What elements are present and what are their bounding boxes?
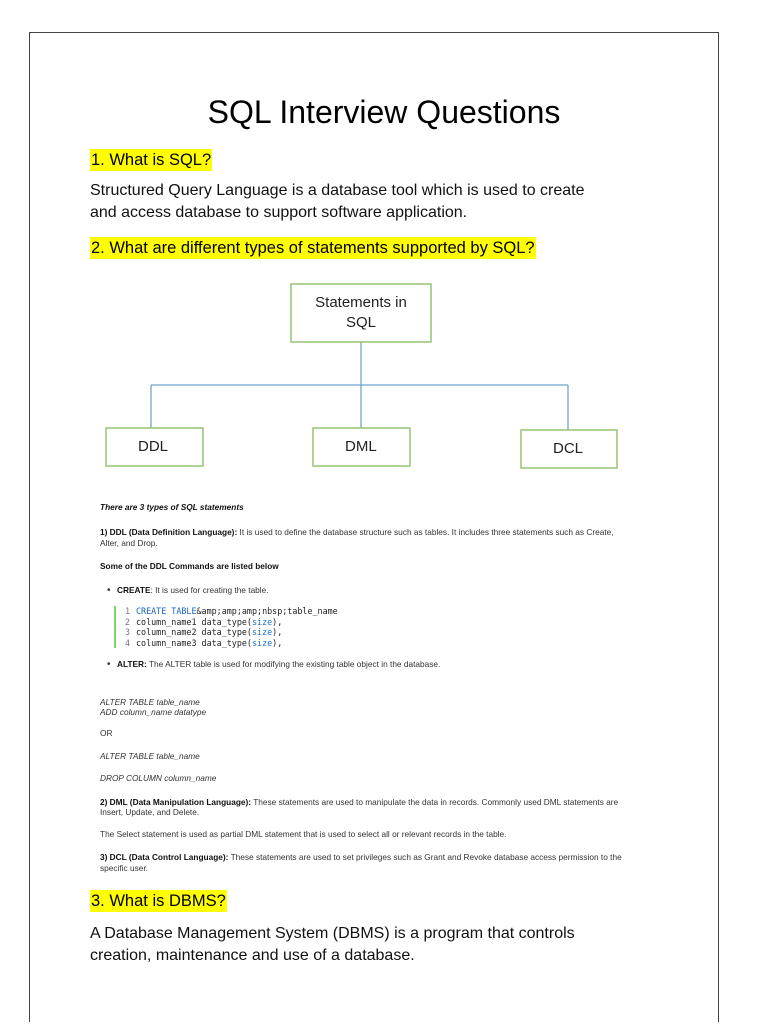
ddl-commands-heading: Some of the DDL Commands are listed below [100, 561, 279, 571]
answer-3-line-1: A Database Management System (DBMS) is a program that controls [90, 925, 575, 942]
create-bullet [117, 585, 677, 596]
answer-3-line-2: creation, maintenance and use of a database. [90, 947, 415, 964]
answer-1-line-2: and access database to support software application. [90, 204, 468, 221]
create-label: CREATE [117, 585, 151, 595]
dml-text-1: These statements are used to manipulate the data in records. Commonly used DML statements are [251, 797, 619, 807]
dcl-label: 3) DCL (Data Control Language): [100, 852, 229, 862]
code-line: 4 column_name3 data_type(size), [124, 637, 283, 648]
question-3-heading: 3. What is DBMS? [91, 892, 226, 910]
create-code-block [114, 606, 416, 648]
diagram-root-box [291, 284, 431, 342]
ddl-paragraph-line-1 [100, 527, 660, 538]
diagram-root-label-1: Statements in [315, 294, 407, 311]
ddl-label: 1) DDL (Data Definition Language): [100, 527, 238, 537]
alter-code-line-2: ADD column_name datatype [100, 707, 207, 717]
ddl-text-1: It is used to define the database structure such as tables. It includes three statements such as Create, [237, 527, 614, 537]
page-title: SQL Interview Questions [207, 94, 561, 130]
alter-bullet [117, 659, 677, 670]
or-text: OR [100, 728, 113, 738]
answer-1-line-1: Structured Query Language is a database tool which is used to create [90, 182, 585, 199]
dml-text-2: Insert, Update, and Delete. [100, 807, 200, 817]
sql-statements-diagram [0, 270, 768, 475]
select-paragraph: The Select statement is used as partial DML statement that is used to select all or relevant records in the table. [100, 829, 507, 839]
diagram-root-label-2: SQL [345, 314, 377, 331]
diagram-label-dcl: DCL [553, 440, 584, 457]
diagram-label-dml: DML [345, 438, 377, 455]
dcl-paragraph-line-1 [100, 852, 660, 863]
alter-text: The ALTER table is used for modifying the existing table object in the database. [146, 659, 441, 669]
code-line: 1 CREATE TABLE&amp;amp;amp;nbsp;table_name [124, 606, 338, 616]
diagram-label-ddl: DDL [138, 438, 169, 455]
create-text: : It is used for creating the table. [150, 585, 269, 595]
alter-code-line-4: DROP COLUMN column_name [100, 773, 217, 783]
dml-label: 2) DML (Data Manipulation Language): [100, 797, 252, 807]
code-line: 3 column_name2 data_type(size), [124, 627, 283, 637]
question-2-heading: 2. What are different types of statements supported by SQL? [91, 239, 535, 257]
alter-code-line-1: ALTER TABLE table_name [100, 697, 200, 707]
diagram-connectors [151, 342, 568, 430]
dcl-text-2: specific user. [100, 863, 148, 873]
dcl-text-1: These statements are used to set privileges such as Grant and Revoke database access permission to the [228, 852, 622, 862]
ddl-text-2: Alter, and Drop. [100, 538, 158, 548]
types-heading: There are 3 types of SQL statements [100, 502, 244, 512]
question-1-heading: 1. What is SQL? [91, 151, 212, 169]
alter-code-line-3: ALTER TABLE table_name [100, 751, 200, 761]
alter-label: ALTER: [117, 659, 147, 669]
code-line: 2 column_name1 data_type(size), [124, 616, 283, 627]
